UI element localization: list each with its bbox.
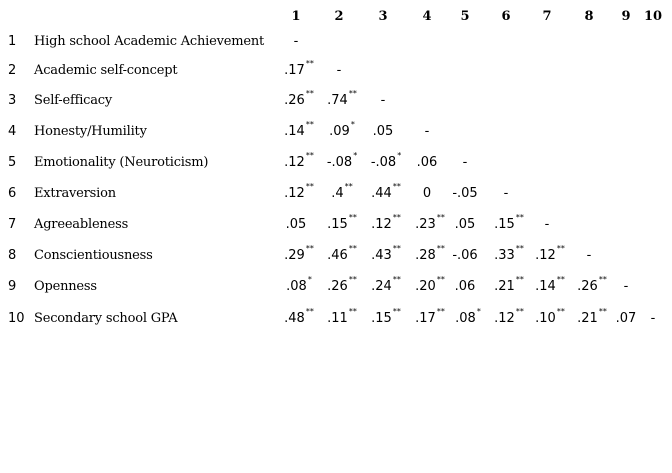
correlation-value: .21 [577, 311, 598, 326]
row-label: Honesty/Humility [34, 124, 147, 139]
significance-marker: ** [392, 244, 401, 253]
correlation-cell [417, 155, 438, 170]
correlation-value: .4 [331, 186, 344, 201]
correlation-cell [329, 120, 355, 139]
correlation-value: .20 [415, 279, 436, 294]
correlation-cell [494, 213, 524, 232]
correlation-cell [452, 248, 477, 263]
correlation-cell [577, 275, 607, 294]
correlation-value: -.08 [326, 155, 353, 170]
correlation-cell [535, 275, 565, 294]
significance-marker: * [353, 151, 358, 160]
correlation-value: .17 [415, 311, 436, 326]
correlation-cell [327, 307, 357, 326]
correlation-cell [371, 213, 401, 232]
correlation-value: .46 [327, 248, 348, 263]
row-number: 8 [8, 248, 17, 263]
correlation-cell [326, 151, 358, 170]
correlation-cell [577, 307, 607, 326]
correlation-cell [373, 124, 394, 139]
significance-marker: ** [436, 213, 445, 222]
diagonal-dash [337, 63, 342, 78]
correlation-value: - [586, 248, 592, 263]
correlation-cell [371, 307, 401, 326]
correlation-value: - [336, 63, 342, 78]
row-number: 10 [8, 311, 25, 326]
correlation-value: - [503, 186, 509, 201]
row-label: High school Academic Achievement [34, 34, 265, 49]
correlation-value: - [623, 279, 629, 294]
significance-marker: ** [556, 275, 565, 284]
significance-marker: ** [348, 275, 357, 284]
correlation-value: .14 [284, 124, 305, 139]
correlation-cell [455, 279, 476, 294]
correlation-value: .12 [371, 217, 392, 232]
correlation-value: .21 [494, 279, 515, 294]
row-number: 9 [8, 279, 17, 294]
correlation-cell [535, 307, 565, 326]
significance-marker: ** [598, 275, 607, 284]
correlation-cell [494, 275, 524, 294]
significance-marker: ** [436, 244, 445, 253]
significance-marker: ** [598, 307, 607, 316]
row-number: 1 [8, 34, 17, 49]
correlation-value: .48 [284, 311, 305, 326]
correlation-cell [452, 186, 477, 201]
correlation-value: .05 [454, 217, 476, 232]
correlation-cell [284, 182, 314, 201]
correlation-value: -.06 [452, 248, 478, 263]
correlation-cell [331, 182, 353, 201]
significance-marker: ** [305, 89, 314, 98]
significance-marker: ** [348, 89, 357, 98]
significance-marker: * [350, 120, 355, 129]
correlation-value: - [462, 155, 468, 170]
correlation-cell [415, 307, 445, 326]
diagonal-dash [651, 311, 656, 326]
significance-marker: ** [556, 244, 565, 253]
correlation-cell [284, 89, 314, 108]
correlation-value: - [293, 34, 299, 49]
row-label: Openness [34, 279, 97, 294]
correlation-value: .43 [371, 248, 392, 263]
significance-marker: ** [305, 244, 314, 253]
row-label: Conscientiousness [34, 248, 153, 263]
correlation-cell [415, 213, 445, 232]
correlation-value: .10 [535, 311, 556, 326]
significance-marker: ** [348, 307, 357, 316]
correlation-cell [371, 182, 401, 201]
correlation-value: - [380, 93, 386, 108]
correlation-value: .17 [284, 63, 305, 78]
correlation-value: .05 [372, 124, 394, 139]
correlation-cell [371, 244, 401, 263]
correlation-value: .15 [371, 311, 392, 326]
correlation-cell [286, 275, 312, 294]
significance-marker: ** [436, 275, 445, 284]
diagonal-dash [425, 124, 430, 139]
correlation-value: .28 [415, 248, 436, 263]
column-header: 1 [291, 9, 301, 24]
significance-marker: ** [556, 307, 565, 316]
correlation-value: -.05 [452, 186, 478, 201]
significance-marker: * [307, 275, 312, 284]
correlation-value: .08 [455, 311, 476, 326]
correlation-value: - [650, 311, 656, 326]
correlation-value: .23 [415, 217, 436, 232]
significance-marker: ** [305, 120, 314, 129]
diagonal-dash [294, 34, 299, 49]
correlation-value: .12 [284, 186, 305, 201]
column-header: 8 [584, 9, 594, 24]
row-number: 7 [8, 217, 17, 232]
correlation-cell [371, 275, 401, 294]
significance-marker: ** [344, 182, 353, 191]
correlation-value: - [544, 217, 550, 232]
significance-marker: ** [392, 213, 401, 222]
significance-marker: ** [515, 307, 524, 316]
significance-marker: ** [348, 244, 357, 253]
row-number: 3 [8, 93, 17, 108]
significance-marker: ** [305, 151, 314, 160]
column-header: 2 [334, 9, 344, 24]
correlation-cell [455, 217, 476, 232]
correlation-value: .26 [284, 93, 305, 108]
correlation-value: .15 [327, 217, 348, 232]
correlation-cell [284, 59, 314, 78]
significance-marker: ** [305, 59, 314, 68]
correlation-cell [616, 311, 637, 326]
significance-marker: ** [392, 275, 401, 284]
correlation-value: .26 [327, 279, 348, 294]
correlation-value: .07 [615, 311, 637, 326]
correlation-value: .26 [577, 279, 598, 294]
correlation-value: .09 [329, 124, 350, 139]
correlation-value: -.08 [370, 155, 397, 170]
correlation-value: - [424, 124, 430, 139]
column-header: 4 [422, 9, 432, 24]
row-label: Extraversion [34, 186, 116, 201]
correlation-cell [455, 307, 481, 326]
column-header: 6 [501, 9, 511, 24]
significance-marker: * [476, 307, 481, 316]
correlation-cell [370, 151, 402, 170]
correlation-value: .12 [284, 155, 305, 170]
correlation-value: .12 [535, 248, 556, 263]
diagonal-dash [587, 248, 592, 263]
diagonal-dash [624, 279, 629, 294]
correlation-value: .15 [494, 217, 515, 232]
row-label: Academic self-concept [34, 63, 178, 78]
significance-marker: ** [305, 182, 314, 191]
diagonal-dash [381, 93, 386, 108]
correlation-value: 0 [422, 186, 432, 201]
column-header: 10 [643, 9, 663, 24]
correlation-value: .06 [454, 279, 476, 294]
correlation-cell [494, 244, 524, 263]
diagonal-dash [463, 155, 468, 170]
correlation-value: .74 [327, 93, 348, 108]
column-header: 9 [621, 9, 631, 24]
correlation-cell [423, 186, 431, 201]
correlation-value: .33 [494, 248, 515, 263]
correlation-cell [327, 89, 357, 108]
diagonal-dash [504, 186, 509, 201]
column-header: 5 [460, 9, 470, 24]
correlation-cell [284, 244, 314, 263]
correlation-value: .06 [416, 155, 438, 170]
correlation-value: .14 [535, 279, 556, 294]
column-header: 7 [542, 9, 552, 24]
correlation-cell [286, 217, 307, 232]
row-label: Secondary school GPA [34, 311, 178, 326]
significance-marker: ** [515, 244, 524, 253]
correlation-cell [415, 275, 445, 294]
significance-marker: ** [392, 307, 401, 316]
correlation-value: .24 [371, 279, 392, 294]
correlation-value: .11 [327, 311, 348, 326]
row-label: Agreeableness [34, 217, 129, 232]
correlation-cell [415, 244, 445, 263]
correlation-value: .05 [285, 217, 307, 232]
row-label: Emotionality (Neuroticism) [34, 155, 209, 170]
significance-marker: ** [348, 213, 357, 222]
row-label: Self-efficacy [34, 93, 113, 108]
correlation-cell [535, 244, 565, 263]
significance-marker: ** [436, 307, 445, 316]
row-number: 5 [8, 155, 17, 170]
diagonal-dash [545, 217, 550, 232]
column-header: 3 [378, 9, 388, 24]
significance-marker: ** [515, 275, 524, 284]
correlation-cell [284, 151, 314, 170]
correlation-value: .44 [371, 186, 392, 201]
correlation-value: .08 [286, 279, 307, 294]
row-number: 4 [8, 124, 17, 139]
correlation-value: .12 [494, 311, 515, 326]
correlation-cell [327, 275, 357, 294]
correlation-cell [327, 244, 357, 263]
significance-marker: ** [392, 182, 401, 191]
row-number: 6 [8, 186, 17, 201]
significance-marker: * [397, 151, 402, 160]
row-number: 2 [8, 63, 17, 78]
correlation-value: .29 [284, 248, 305, 263]
significance-marker: ** [305, 307, 314, 316]
correlation-cell [327, 213, 357, 232]
correlation-cell [284, 120, 314, 139]
correlation-cell [494, 307, 524, 326]
correlation-cell [284, 307, 314, 326]
significance-marker: ** [515, 213, 524, 222]
